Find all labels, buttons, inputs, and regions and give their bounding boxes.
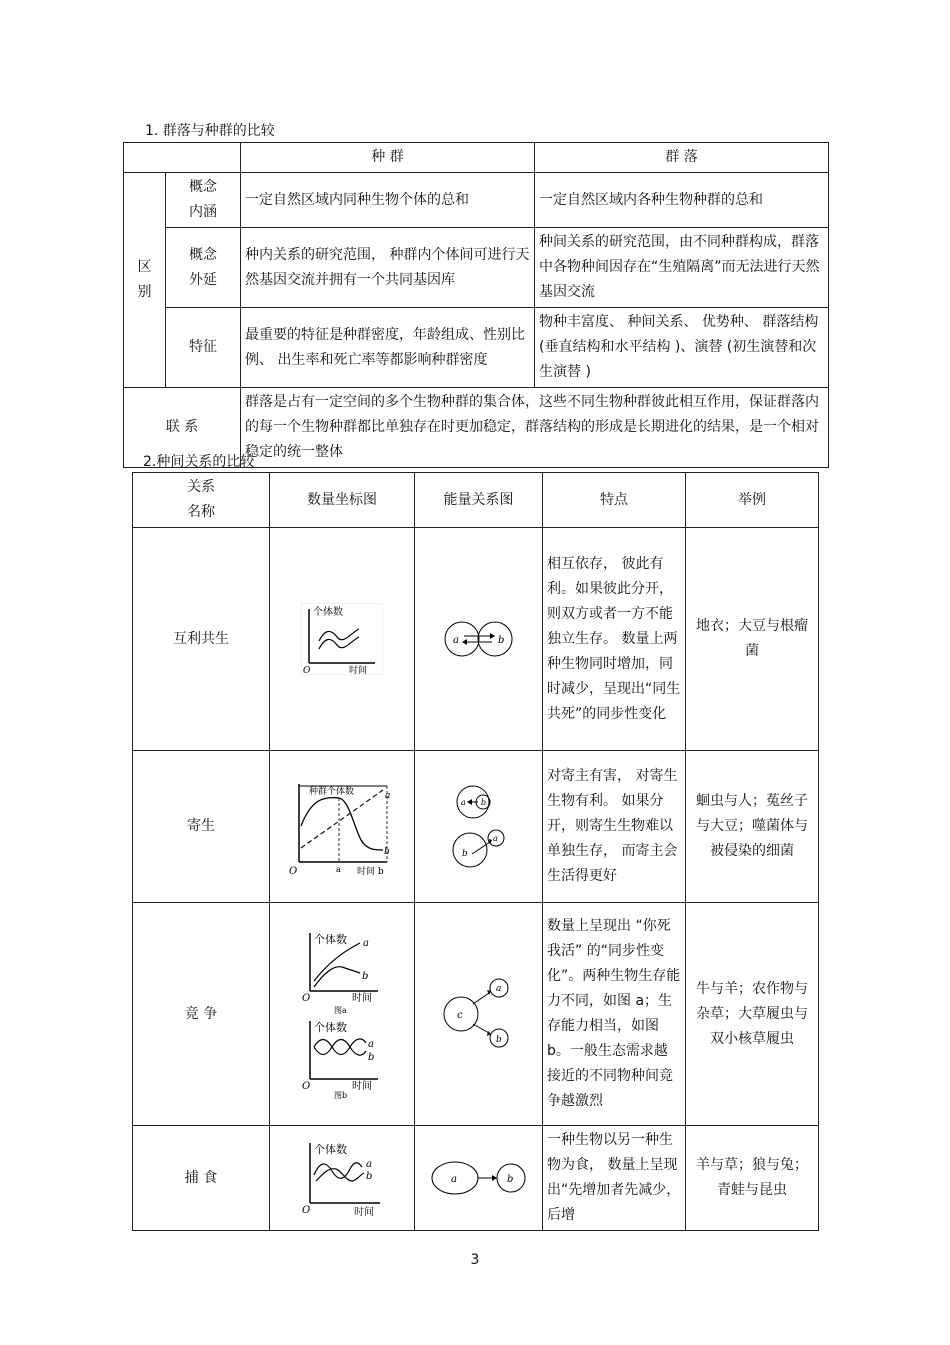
x-axis-label: 时间 [354,1207,374,1217]
row-label: 概念 内涵 [166,173,241,228]
relation-name: 竞 争 [133,903,270,1126]
x-axis-label: 时间 [352,993,372,1004]
competition-graph-cell [270,903,415,1126]
curve-a-label: a [363,938,369,949]
example-text: 蛔虫与人；菟丝子与大豆；噬菌体与被侵染的细菌 [686,751,819,903]
mutualism-graph-cell [270,528,415,751]
cell-comm: 一定自然区域内各种生物种群的总和 [535,173,829,228]
label-b: b [495,1035,502,1045]
tick-a-label: a [336,864,341,874]
label-a: a [492,833,498,843]
mutualism-graph [301,603,383,675]
label-a: a [450,1174,457,1185]
origin-label: O [303,666,311,675]
difference-label: 区 别 [124,173,166,388]
parasitism-energy-cell [415,751,543,903]
competition-graphs [300,929,384,1099]
predation-graph [300,1139,384,1217]
cell-pop: 一定自然区域内同种生物个体的总和 [241,173,535,228]
example-text: 羊与草；狼与兔；青蛙与昆虫 [686,1126,819,1231]
y-axis-label: 种群个体数 [309,786,355,797]
y-axis-label: 个体数 [313,607,343,618]
cell-comm: 种间关系的研究范围，由不同种群构成，群落中各物种间因存在“生殖隔离”而无法进行天然基因交流 [535,228,829,308]
competition-energy-cell [415,903,543,1126]
curve-b-label: b [362,971,369,982]
page-number: 3 [470,1252,480,1268]
parasitism-graph-cell [270,751,415,903]
curve-b-label: b [368,1052,375,1063]
parasitism-energy-diagram [448,782,510,872]
cell-comm: 物种丰富度、 种间关系、 优势种、 群落结构 (垂直结构和水平结构 )、演替 (初生演替和次生演替 ) [535,308,829,388]
figure-b-caption: 图b [334,1091,348,1099]
x-axis-label: 时间 [352,1081,372,1092]
header-feature: 特点 [543,473,686,528]
curve-b-label: b [384,846,390,857]
relation-name: 互利共生 [133,528,270,751]
community-population-table [123,142,829,468]
curve-a-label: a [385,790,391,801]
header-graph: 数量坐标图 [270,473,415,528]
example-text: 牛与羊；农作物与杂草；大草履虫与双小核草履虫 [686,903,819,1126]
blank-header [124,143,241,173]
origin-label: O [302,1205,311,1216]
predation-energy-diagram [429,1158,529,1198]
curve-a-label: a [366,1159,372,1170]
y-axis-label: 个体数 [314,933,347,946]
header-community: 群 落 [535,143,829,173]
header-example: 举例 [686,473,819,528]
link-text: 群落是占有一定空间的多个生物种群的集合体，这些不同生物种群彼此相互作用，保证群落内的每一个生物种群都比单独存在时更加稳定，群落结构的形成是长期进化的结果，是一个相对稳定的统一整体 [241,388,829,468]
header-name: 关系 名称 [133,473,270,528]
origin-label: O [302,993,311,1004]
label-a: a [452,635,459,646]
curve-b-label: b [366,1171,373,1182]
label-b: b [480,797,486,807]
curve-a-label: a [368,1039,374,1050]
label-b: b [461,848,468,859]
label-c: c [456,1010,463,1021]
label-b: b [506,1174,513,1185]
y-axis-label: 个体数 [314,1143,347,1156]
mutualism-energy-diagram [442,618,516,660]
feature-text: 数量上呈现出 “你死我活” 的“同步性变化”。两种生物生存能力不同，如图 a；生存能力相当，如图 b。一般生态需求越接近的不同物种间竞争越激烈 [543,903,686,1126]
predation-graph-cell [270,1126,415,1231]
interspecies-table [132,472,819,1231]
header-energy: 能量关系图 [415,473,543,528]
link-label: 联 系 [124,388,241,468]
cell-pop: 最重要的特征是种群密度，年龄组成、性别比例、 出生率和死亡率等都影响种群密度 [241,308,535,388]
y-axis-label: 个体数 [314,1021,347,1034]
feature-text: 相互依存， 彼此有利。如果彼此分开，则双方或者一方不能独立生存。 数量上两种生物同时增加，同时减少，呈现出“同生共死”的同步性变化 [543,528,686,751]
relation-name: 捕 食 [133,1126,270,1231]
origin-label: O [289,865,298,876]
figure-a-caption: 图a [334,1006,347,1015]
origin-label: O [302,1081,311,1092]
section1-caption: 1. 群落与种群的比较 [145,123,275,139]
feature-text: 对寄主有害， 对寄生生物有利。 如果分开，则寄生生物难以单独生存， 而寄主会生活得更好 [543,751,686,903]
x-axis-label: 时间 [349,666,368,675]
competition-energy-diagram [441,976,517,1052]
label-b: b [497,635,504,646]
row-label: 特征 [166,308,241,388]
feature-text: 一种生物以另一种生物为食， 数量上呈现出“先增加者先减少， 后增 [543,1126,686,1231]
relation-name: 寄生 [133,751,270,903]
label-a: a [460,797,466,807]
predation-energy-cell [415,1126,543,1231]
label-a: a [495,984,501,994]
parasitism-graph [287,778,397,876]
header-population: 种 群 [241,143,535,173]
example-text: 地衣；大豆与根瘤菌 [686,528,819,751]
mutualism-energy-cell [415,528,543,751]
cell-pop: 种内关系的研究范围， 种群内个体间可进行天然基因交流并拥有一个共同基因库 [241,228,535,308]
row-label: 概念 外延 [166,228,241,308]
section2-caption: 2.种间关系的比较 [143,454,255,470]
x-axis-label: 时间 b [357,866,384,876]
